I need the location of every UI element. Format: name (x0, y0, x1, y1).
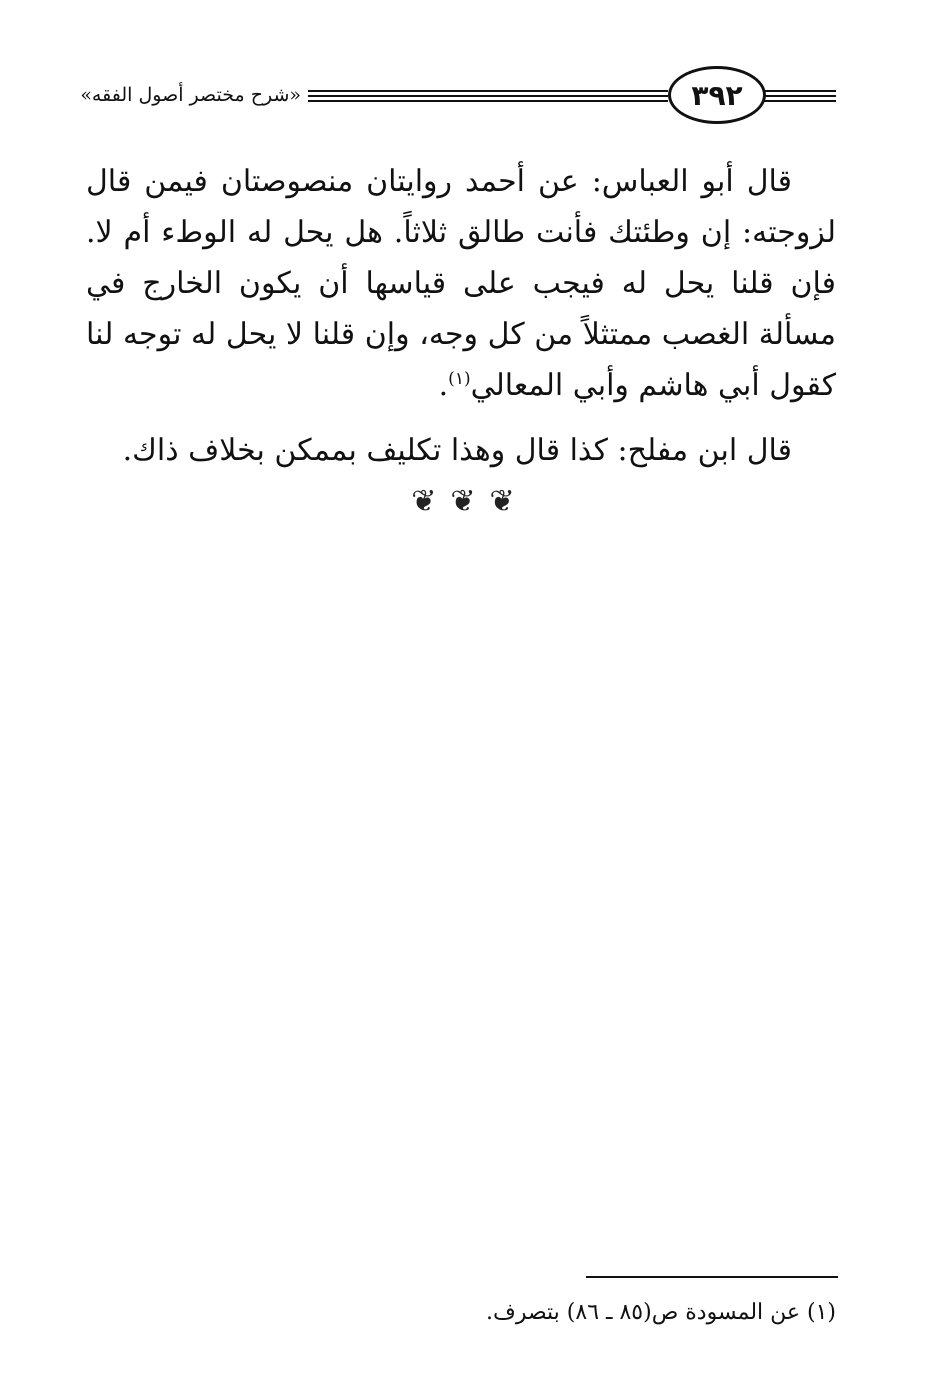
footnote: (١) عن المسودة ص(٨٥ ـ ٨٦) بتصرف. (486, 1300, 836, 1325)
paragraph (86, 156, 836, 411)
section-ornament-icon: ❦❦❦ (411, 484, 529, 519)
header-rule (308, 90, 668, 102)
page-number: ٣٩٢ (668, 66, 766, 124)
main-text (86, 156, 836, 476)
paragraph-end: . (438, 368, 449, 403)
page-header (80, 62, 836, 130)
paragraph: قال ابن مفلح: كذا قال وهذا تكليف بممكن بخلاف ذاك. (122, 433, 792, 468)
paragraph-text: قال أبو العباس: عن أحمد روايتان منصوصتان فيمن قال لزوجته: إن وطئتك فأنت طالق ثلاثاً. هل يحل له الوطء أم لا. فإن قلنا يحل له فيجب على قياسها أن يكون الخارج في مسألة الغصب ممتثلاً من كل وجه، وإن قلنا لا يحل له توجه لنا كقول أبي هاشم وأبي المعالي (86, 164, 836, 403)
footnote-separator (586, 1276, 838, 1278)
header-rule-short (764, 90, 836, 102)
footnote-reference: (١) (448, 369, 471, 389)
book-title: «شرح مختصر أصول الفقه» (80, 84, 301, 106)
